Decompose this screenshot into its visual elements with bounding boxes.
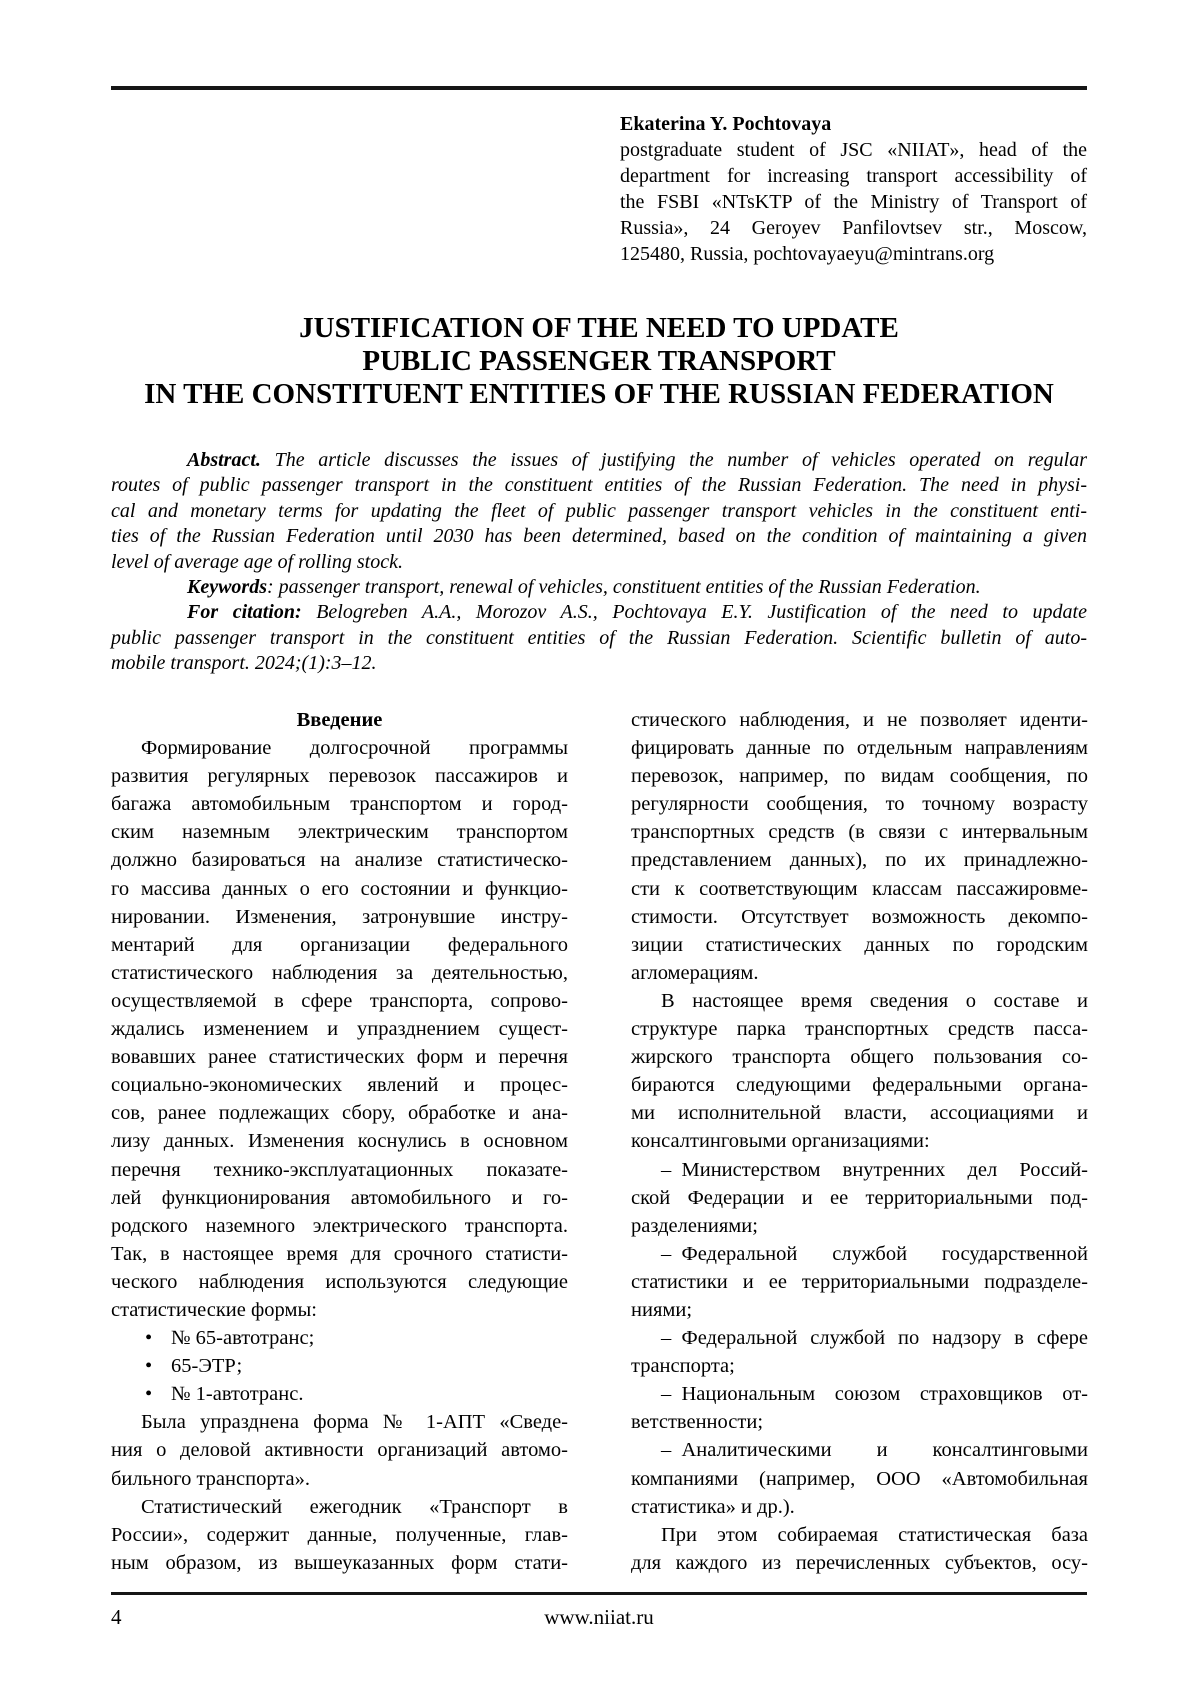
text-line: статистического наблюдения за деятельностью, bbox=[111, 961, 568, 984]
author-name: Ekaterina Y. Pochtovaya bbox=[620, 113, 832, 135]
text-line: для каждого из перечисленных субъектов, осу- bbox=[631, 1551, 1088, 1574]
text-line: Russia», 24 Geroyev Panfilovtsev str., Moscow, bbox=[620, 217, 1087, 239]
text-line: ным образом, из вышеуказанных форм стати- bbox=[111, 1551, 568, 1574]
text-line: лей функционирования автомобильного и го- bbox=[111, 1186, 568, 1209]
keywords-line bbox=[111, 575, 1087, 600]
text-line: консалтинговыми организациями: bbox=[631, 1130, 930, 1153]
text-line: department for increasing transport accessibility of bbox=[620, 165, 1087, 187]
author-block bbox=[620, 111, 1087, 267]
text-line: жирского транспорта общего пользования со- bbox=[631, 1046, 1088, 1069]
text-line: статистика» и др.). bbox=[631, 1495, 795, 1518]
section-heading: Введение bbox=[296, 709, 383, 731]
bullet-icon: • bbox=[145, 1327, 153, 1350]
bullet-item bbox=[111, 1352, 568, 1380]
text-line: the FSBI «NTsKTP of the Ministry of Transport of bbox=[620, 191, 1087, 213]
text-line: стимости. Отсутствует возможность декомпо- bbox=[631, 905, 1088, 928]
page-number: 4 bbox=[111, 1605, 122, 1629]
bullet-text: № 1-автотранс. bbox=[171, 1383, 304, 1406]
text-line: В настоящее время сведения о составе и bbox=[661, 989, 1088, 1012]
bullet-item bbox=[111, 1380, 568, 1408]
citation-lines bbox=[111, 626, 1087, 677]
text-line: ветственности; bbox=[631, 1411, 764, 1434]
text-line: агломерациям. bbox=[631, 961, 759, 984]
citation-first-line bbox=[111, 600, 1087, 625]
text-line: ческого наблюдения используются следующие bbox=[111, 1270, 568, 1293]
text-line: IN THE CONSTITUENT ENTITIES OF THE RUSSIAN FEDERATION bbox=[144, 378, 1054, 410]
paragraph bbox=[631, 1380, 1088, 1436]
citation-label: For citation: bbox=[187, 601, 302, 624]
bullet-text: 65-ЭТР; bbox=[171, 1355, 243, 1378]
text-line: вовавших ранее статистических форм и перечня bbox=[111, 1046, 568, 1069]
keywords-label: Keywords bbox=[187, 576, 267, 599]
text-line: разделениями; bbox=[631, 1214, 758, 1237]
abstract bbox=[111, 448, 1087, 575]
text-line: зиции статистических данных по городским bbox=[631, 933, 1088, 956]
text-line: регулярности сообщения, то точному возрасту bbox=[631, 793, 1088, 816]
text-line: JUSTIFICATION OF THE NEED TO UPDATE bbox=[299, 312, 899, 344]
citation bbox=[111, 600, 1087, 676]
abstract-first-line bbox=[111, 448, 1087, 473]
text-line: России», содержит данные, полученные, глав- bbox=[111, 1523, 568, 1546]
text-line: сов, ранее подлежащих сбору, обработке и ана- bbox=[111, 1102, 568, 1125]
text-line: Статистический ежегодник «Транспорт в bbox=[141, 1495, 568, 1518]
text-line: структуре парка транспортных средств пасса- bbox=[631, 1018, 1088, 1041]
text-line: компаниями (например, ООО «Автомобильная bbox=[631, 1467, 1088, 1490]
paragraph bbox=[631, 1240, 1088, 1324]
text-line: перевозок, например, по видам сообщения, по bbox=[631, 765, 1088, 788]
text-line: public passenger transport in the constituent entities of the Russian Federation. Scientific bulletin of auto- bbox=[111, 626, 1087, 649]
text-line: ми исполнительной власти, ассоциациями и bbox=[631, 1102, 1088, 1125]
paragraph bbox=[631, 1436, 1088, 1520]
text-line: лизу данных. Изменения коснулись в основном bbox=[111, 1130, 568, 1153]
text-line: Формирование долгосрочной программы bbox=[141, 737, 568, 760]
paragraph bbox=[111, 1408, 568, 1492]
text-line: ским наземным электрическим транспортом bbox=[111, 821, 568, 844]
abstract-label: Abstract. bbox=[187, 449, 261, 471]
text-line: ской Федерации и ее территориальными под- bbox=[631, 1186, 1088, 1209]
abstract-lines bbox=[111, 473, 1087, 575]
paragraph bbox=[111, 1493, 568, 1577]
bullet-icon: • bbox=[145, 1383, 153, 1406]
text-line: Так, в настоящее время для срочного статисти- bbox=[111, 1242, 568, 1265]
text-line: багажа автомобильным транспортом и город- bbox=[111, 793, 568, 816]
text-line: ties of the Russian Federation until 2030 has been determined, based on the condition of maintaining a given bbox=[111, 525, 1087, 548]
text-line: перечня технико-эксплуатационных показате- bbox=[111, 1158, 568, 1181]
text-line: При этом собираемая статистическая база bbox=[661, 1523, 1088, 1546]
paragraph bbox=[631, 706, 1088, 987]
front-matter bbox=[111, 448, 1087, 677]
text-line: транспортных средств (в связи с интервальным bbox=[631, 821, 1088, 844]
text-line: го массива данных о его состоянии и функцио- bbox=[111, 877, 568, 900]
paragraph bbox=[111, 734, 568, 1324]
text-line: routes of public passenger transport in the constituent entities of the Russian Federation. The need in physi- bbox=[111, 474, 1087, 497]
footer-site-url: www.niiat.ru bbox=[544, 1605, 654, 1629]
text-line: развития регулярных перевозок пассажиров и bbox=[111, 765, 568, 788]
text-line: сти к соответствующим классам пассажировме- bbox=[631, 877, 1088, 900]
abstract-first-line-text: The article discusses the issues of justifying the number of vehicles operated on regular bbox=[274, 449, 1088, 471]
text-line: представлением данных), по их принадлежно- bbox=[631, 849, 1088, 872]
text-line: фицировать данные по отдельным направлениям bbox=[631, 737, 1088, 760]
bullet-item bbox=[111, 1324, 568, 1352]
text-line: postgraduate student of JSC «NIIAT», head of the bbox=[620, 139, 1087, 161]
bullet-icon: • bbox=[145, 1355, 153, 1378]
text-line: level of average age of rolling stock. bbox=[111, 550, 403, 573]
text-line: Была упразднена форма № 1-АПТ «Сведе- bbox=[141, 1411, 568, 1434]
text-line: mobile transport. 2024;(1):3–12. bbox=[111, 652, 377, 675]
text-line: стического наблюдения, и не позволяет иденти- bbox=[631, 709, 1088, 731]
citation-first-line-text: Belogreben A.A., Morozov A.S., Pochtovaya E.Y. Justification of the need to update bbox=[316, 601, 1087, 624]
paragraph bbox=[631, 1324, 1088, 1380]
text-line: – Федеральной службой государственной bbox=[661, 1242, 1088, 1265]
paragraph bbox=[631, 1156, 1088, 1240]
text-line: – Национальным союзом страховщиков от- bbox=[661, 1383, 1088, 1406]
text-line: ния о деловой активности организаций автомо- bbox=[111, 1439, 568, 1462]
left-column bbox=[111, 706, 568, 1577]
footer bbox=[111, 1603, 1087, 1633]
text-line: – Министерством внутренних дел Россий- bbox=[661, 1158, 1088, 1181]
bullet-text: № 65-автотранс; bbox=[171, 1327, 315, 1350]
text-line: социально-экономических явлений и процес- bbox=[111, 1074, 568, 1097]
text-line: 125480, Russia, pochtovayaeyu@mintrans.org bbox=[620, 243, 995, 265]
footer-rule bbox=[111, 1592, 1087, 1595]
text-line: родского наземного электрического транспорта. bbox=[111, 1214, 568, 1237]
text-line: должно базироваться на анализе статистическо- bbox=[111, 849, 568, 872]
text-line: – Федеральной службой по надзору в сфере bbox=[661, 1327, 1088, 1350]
text-line: cal and monetary terms for updating the fleet of public passenger transport vehicles in the constituent enti- bbox=[111, 499, 1087, 522]
text-line: осуществляемой в сфере транспорта, сопрово- bbox=[111, 989, 568, 1012]
text-line: транспорта; bbox=[631, 1355, 735, 1378]
text-line: статистические формы: bbox=[111, 1298, 317, 1321]
text-line: ниями; bbox=[631, 1298, 693, 1321]
header-rule bbox=[111, 86, 1087, 90]
text-line: ментарий для организации федерального bbox=[111, 933, 568, 956]
text-line: PUBLIC PASSENGER TRANSPORT bbox=[362, 345, 836, 377]
text-line: статистики и ее территориальными подразделе- bbox=[631, 1270, 1088, 1293]
text-line: – Аналитическими и консалтинговыми bbox=[661, 1439, 1088, 1462]
text-line: бираются следующими федеральными органа- bbox=[631, 1074, 1088, 1097]
keywords-text: : passenger transport, renewal of vehicles, constituent entities of the Russian Federation. bbox=[267, 576, 981, 599]
paragraph bbox=[631, 1521, 1088, 1577]
text-line: нировании. Изменения, затронувшие инстру- bbox=[111, 905, 568, 928]
article-title bbox=[111, 312, 1087, 411]
right-column bbox=[631, 706, 1088, 1577]
author-affiliation bbox=[620, 137, 1087, 267]
text-line: бильного транспорта». bbox=[111, 1467, 310, 1490]
paragraph bbox=[631, 987, 1088, 1156]
bullet-list bbox=[111, 1324, 568, 1408]
text-line: ждались изменением и упразднением сущест- bbox=[111, 1018, 568, 1041]
